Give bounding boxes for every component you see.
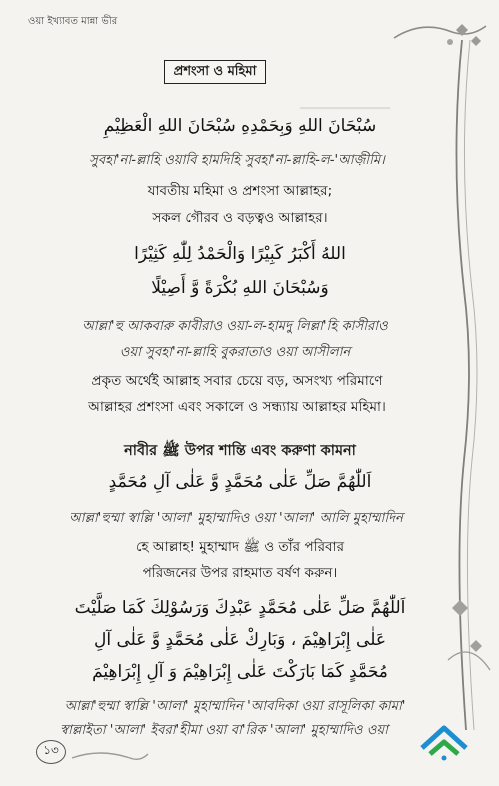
page-number xyxy=(36,740,66,764)
publisher-logo-icon xyxy=(418,718,470,762)
dhikr2-meaning-2: আল্লাহর প্রশংসা এবং সকালে ও সন্ধ্যায় আল্লাহর মহিমা। xyxy=(88,399,386,415)
corner-ornament-bottom xyxy=(70,748,150,768)
salawat2-arabic-1: اَللّٰهُمَّ صَلِّ عَلٰى مُحَمَّدٍ عَبْدِكَ وَرَسُوْلِكَ كَمَا صَلَّيْتَ xyxy=(74,598,406,618)
salawat2-arabic-2: عَلٰى إِبْرَاهِيْمَ ، وَبَارِكْ عَلٰى مُحَمَّدٍ وَّ عَلٰى آلِ xyxy=(94,630,386,650)
running-head: ওয়া ইখ্যাবত মান্না ভীর xyxy=(28,16,118,27)
dhikr2-arabic-2: وَسُبْحَانَ اللهِ بُكْرَةً وَّ أَصِيْلًا xyxy=(151,278,329,298)
dhikr1-meaning-1: যাবতীয় মহিমা ও প্রশংসা আল্লাহর; xyxy=(147,183,333,199)
salawat1-translit: আল্লা'হুম্মা স্বাল্লি 'আলা' মুহাম্মাদিও ওয়া 'আলা' আলি মুহাম্মাদিন xyxy=(69,511,403,526)
dhikr2-arabic-1: اللهُ أَكْبَرُ كَبِيْرًا وَالْحَمْدُ لِلّٰهِ كَثِيْرًا xyxy=(134,244,346,264)
section2-title: নাবীর ﷺ উপর শান্তি এবং করুণা কামনা xyxy=(124,443,356,459)
dhikr2-translit-2: ওয়া সুবহা'না-ল্লাহি বুকরাতাও ওয়া আসীলান xyxy=(119,345,351,360)
dhikr1-translit: সুবহা'না-ল্লাহি ওয়াবি হামদিহি সুবহা'না-ল্লাহি-ল-'আজ়ীমি। xyxy=(89,153,385,168)
dhikr2-translit-1: আল্লা'হু আকবারু কাবীরাও ওয়া-ল-হামদু লিল্লা'হি কাসীরাও xyxy=(82,319,388,334)
section-title xyxy=(164,60,266,84)
salawat1-arabic: اَللّٰهُمَّ صَلِّ عَلٰى مُحَمَّدٍ وَّ عَلٰى آلِ مُحَمَّدٍ xyxy=(108,472,372,492)
salawat2-arabic-3: مُحَمَّدٍ كَمَا بَارَكْتَ عَلٰى إِبْرَاهِيْمَ وَ آلِ إِبْرَاهِيْمَ xyxy=(92,662,388,682)
dhikr2-meaning-1: প্রকৃত অর্থেই আল্লাহ সবার চেয়ে বড়, অসংখ্য পরিমাণে xyxy=(91,373,383,389)
bleed-through-text: ▁▁▁▁▁▁▁▁▁ xyxy=(300,95,390,110)
salawat2-translit-2: স্বাল্লাইতা 'আলা' ইবরা'হীমা ওয়া বা'রিক 'আলা' মুহাম্মাদিও ওয়া xyxy=(59,723,389,738)
dhikr1-meaning-2: সকল গৌরব ও বড়ত্বও আল্লাহর। xyxy=(152,210,328,226)
salawat2-translit-1: আল্লা'হুম্মা স্বাল্লি 'আলা' মুহাম্মাদিন 'আবদিকা ওয়া রাসূলিকা কামা' xyxy=(64,699,406,714)
section-title-text: প্রশংসা ও মহিমা xyxy=(173,63,257,79)
dhikr1-arabic: سُبْحَانَ اللهِ وَبِحَمْدِهِ سُبْحَانَ اللهِ الْعَظِيْمِ xyxy=(103,116,377,136)
salawat1-meaning-1: হে আল্লাহ! মুহাম্মাদ ﷺ ও তাঁর পরিবার xyxy=(135,539,345,555)
salawat1-meaning-2: পরিজনের উপর রাহমাত বর্ষণ করুন। xyxy=(142,565,338,581)
page-number-text: ১৩ xyxy=(43,743,59,757)
